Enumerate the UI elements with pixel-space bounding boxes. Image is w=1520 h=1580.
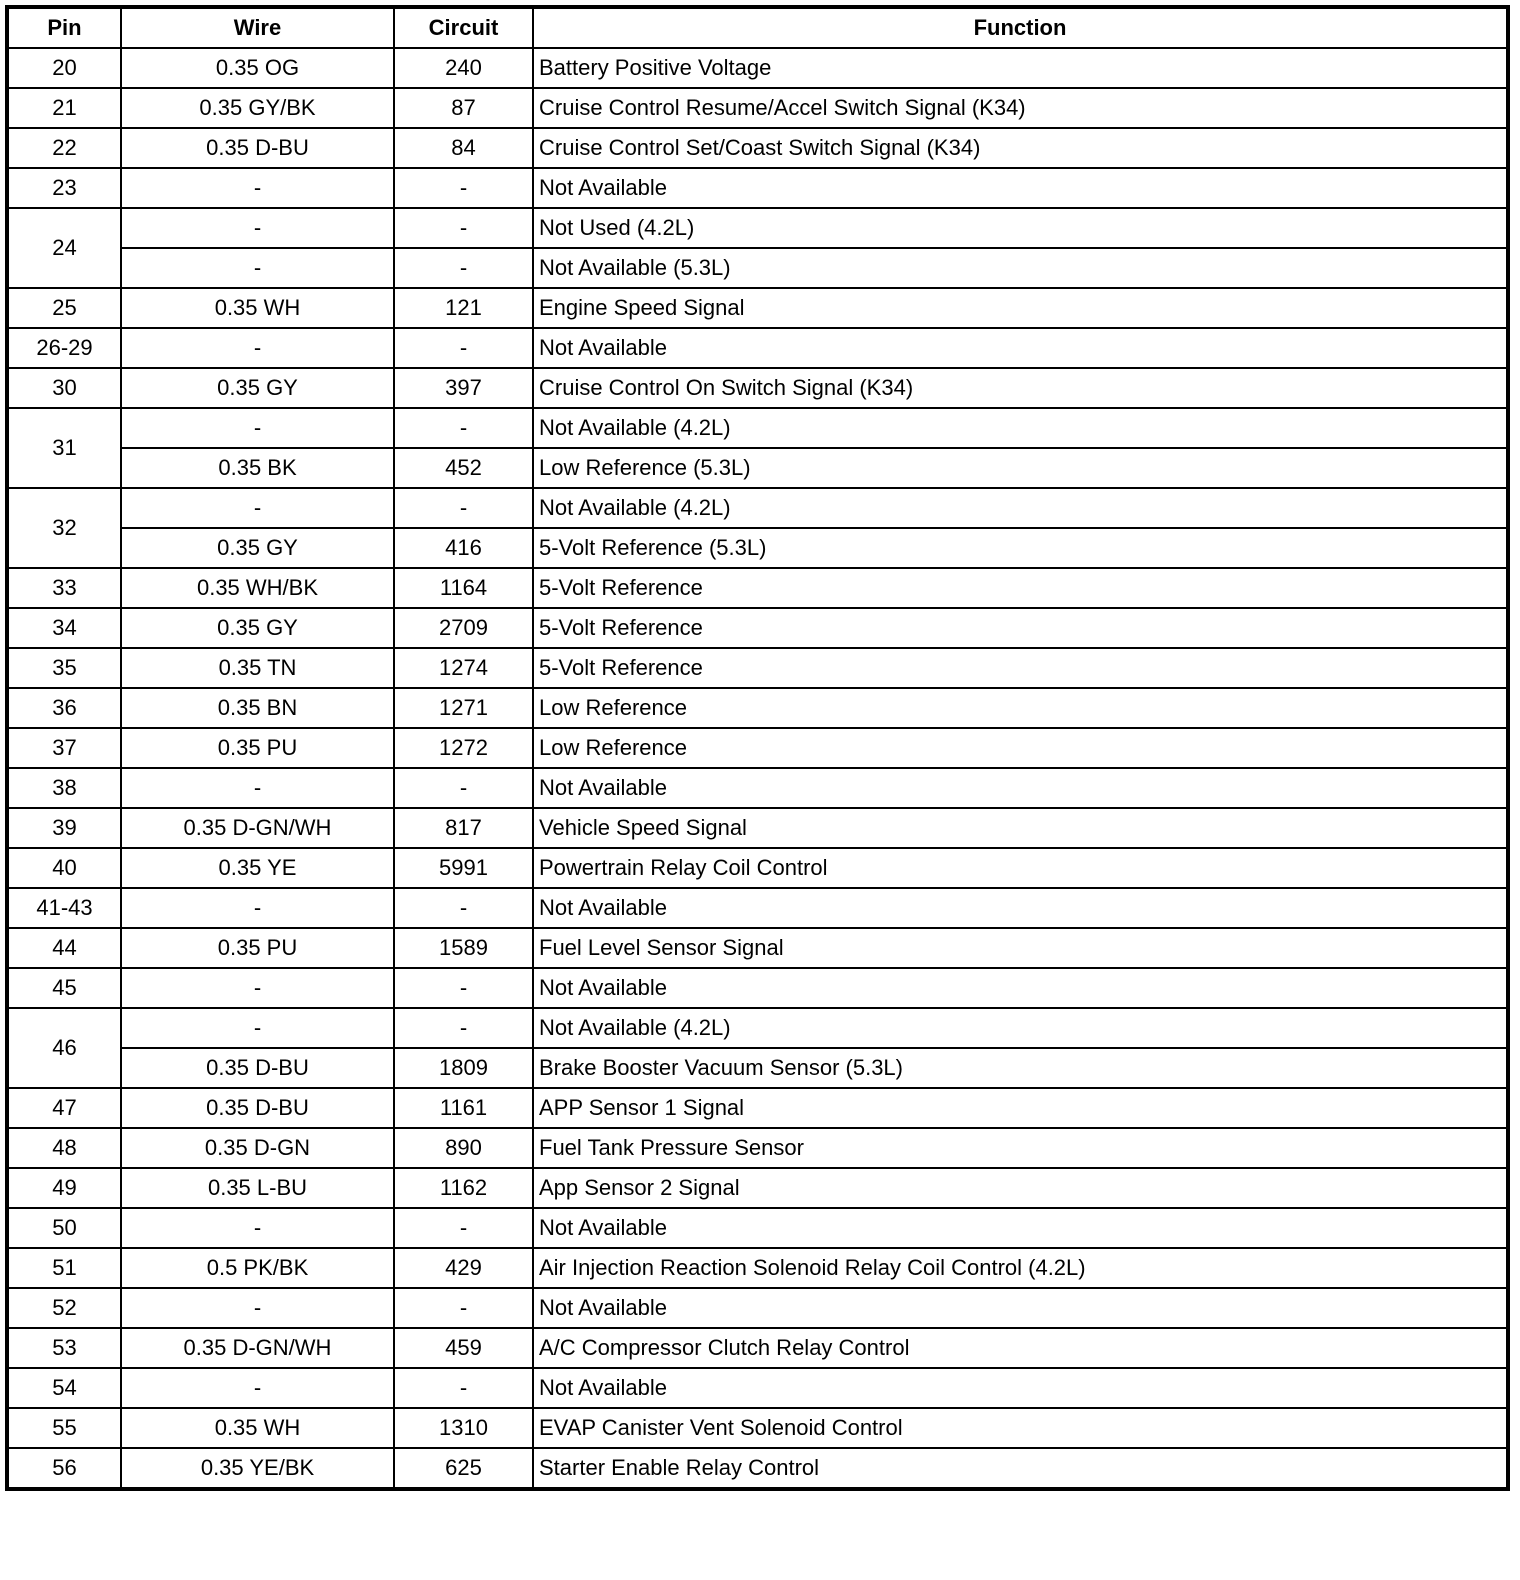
function-cell: Vehicle Speed Signal [533,808,1508,848]
table-row [7,1248,1508,1288]
function-cell: Fuel Level Sensor Signal [533,928,1508,968]
circuit-cell: 1274 [394,648,533,688]
table-row [7,1088,1508,1128]
circuit-cell: - [394,1288,533,1328]
function-cell: Low Reference (5.3L) [533,448,1508,488]
function-cell: Not Available (4.2L) [533,1008,1508,1048]
table-row [7,528,1508,568]
pin-cell: 53 [7,1328,121,1368]
function-cell: Not Available [533,768,1508,808]
table-row [7,888,1508,928]
circuit-cell: - [394,1368,533,1408]
function-cell: Cruise Control Set/Coast Switch Signal (K34) [533,128,1508,168]
pin-cell: 50 [7,1208,121,1248]
table-row [7,808,1508,848]
wire-cell: 0.35 L-BU [121,1168,394,1208]
wire-cell: 0.35 GY [121,368,394,408]
function-cell: 5-Volt Reference [533,648,1508,688]
wire-cell: 0.35 WH [121,1408,394,1448]
circuit-cell: 1162 [394,1168,533,1208]
table-row [7,368,1508,408]
wire-cell: 0.5 PK/BK [121,1248,394,1288]
function-cell: EVAP Canister Vent Solenoid Control [533,1408,1508,1448]
pin-cell: 55 [7,1408,121,1448]
table-row [7,1128,1508,1168]
function-cell: Not Available [533,1208,1508,1248]
table-row [7,208,1508,248]
table-row [7,928,1508,968]
wire-cell: 0.35 GY/BK [121,88,394,128]
circuit-cell: 240 [394,48,533,88]
pin-cell: 23 [7,168,121,208]
circuit-cell: 1589 [394,928,533,968]
wire-cell: 0.35 TN [121,648,394,688]
wire-cell: 0.35 WH [121,288,394,328]
table-row [7,1008,1508,1048]
table-row [7,968,1508,1008]
pin-cell: 34 [7,608,121,648]
pin-cell: 22 [7,128,121,168]
table-row [7,568,1508,608]
pin-cell: 35 [7,648,121,688]
function-cell: Engine Speed Signal [533,288,1508,328]
table-row [7,1408,1508,1448]
function-cell: 5-Volt Reference [533,608,1508,648]
circuit-cell: 87 [394,88,533,128]
circuit-cell: 416 [394,528,533,568]
circuit-cell: - [394,408,533,448]
wire-cell: 0.35 YE/BK [121,1448,394,1489]
table-row [7,1448,1508,1489]
table-row [7,1368,1508,1408]
wire-cell: 0.35 YE [121,848,394,888]
wire-cell: - [121,1368,394,1408]
header-pin: Pin [7,7,121,48]
wire-cell: - [121,248,394,288]
table-row [7,768,1508,808]
circuit-cell: 121 [394,288,533,328]
function-cell: Not Available (5.3L) [533,248,1508,288]
pin-cell: 30 [7,368,121,408]
wire-cell: 0.35 BN [121,688,394,728]
table-row [7,688,1508,728]
pin-cell: 44 [7,928,121,968]
wire-cell: - [121,1208,394,1248]
pin-cell: 40 [7,848,121,888]
pin-cell: 52 [7,1288,121,1328]
table-row [7,728,1508,768]
wire-cell: 0.35 D-BU [121,128,394,168]
circuit-cell: - [394,968,533,1008]
function-cell: Low Reference [533,688,1508,728]
table-row [7,448,1508,488]
function-cell: Not Available [533,888,1508,928]
pin-cell: 41-43 [7,888,121,928]
table-row [7,648,1508,688]
pin-cell: 38 [7,768,121,808]
function-cell: App Sensor 2 Signal [533,1168,1508,1208]
function-cell: Brake Booster Vacuum Sensor (5.3L) [533,1048,1508,1088]
table-row [7,608,1508,648]
circuit-cell: - [394,1008,533,1048]
function-cell: Cruise Control On Switch Signal (K34) [533,368,1508,408]
circuit-cell: 397 [394,368,533,408]
pin-cell: 54 [7,1368,121,1408]
table-row [7,1168,1508,1208]
function-cell: A/C Compressor Clutch Relay Control [533,1328,1508,1368]
function-cell: 5-Volt Reference (5.3L) [533,528,1508,568]
pin-cell: 33 [7,568,121,608]
pin-cell: 47 [7,1088,121,1128]
pin-cell: 56 [7,1448,121,1489]
table-row [7,1288,1508,1328]
header-function: Function [533,7,1508,48]
table-row [7,288,1508,328]
circuit-cell: 817 [394,808,533,848]
circuit-cell: 2709 [394,608,533,648]
circuit-cell: - [394,208,533,248]
table-body [7,48,1508,1489]
circuit-cell: - [394,488,533,528]
header-circuit: Circuit [394,7,533,48]
function-cell: Not Available [533,1368,1508,1408]
table-row [7,1328,1508,1368]
circuit-cell: 84 [394,128,533,168]
pin-cell: 45 [7,968,121,1008]
table-row [7,488,1508,528]
pin-cell: 26-29 [7,328,121,368]
table-row [7,408,1508,448]
pin-cell: 49 [7,1168,121,1208]
function-cell: Not Available (4.2L) [533,408,1508,448]
wire-cell: 0.35 GY [121,528,394,568]
pin-cell: 31 [7,408,121,488]
pin-cell: 25 [7,288,121,328]
table-row [7,168,1508,208]
wire-cell: 0.35 D-GN [121,1128,394,1168]
function-cell: APP Sensor 1 Signal [533,1088,1508,1128]
table-row [7,48,1508,88]
wire-cell: 0.35 GY [121,608,394,648]
circuit-cell: - [394,168,533,208]
circuit-cell: 1272 [394,728,533,768]
function-cell: Not Available (4.2L) [533,488,1508,528]
function-cell: Not Available [533,968,1508,1008]
wire-cell: 0.35 PU [121,928,394,968]
pin-cell: 20 [7,48,121,88]
table-row [7,88,1508,128]
function-cell: 5-Volt Reference [533,568,1508,608]
pin-cell: 51 [7,1248,121,1288]
circuit-cell: 890 [394,1128,533,1168]
circuit-cell: 1161 [394,1088,533,1128]
wire-cell: 0.35 D-BU [121,1088,394,1128]
function-cell: Battery Positive Voltage [533,48,1508,88]
circuit-cell: 452 [394,448,533,488]
circuit-cell: 429 [394,1248,533,1288]
function-cell: Cruise Control Resume/Accel Switch Signal (K34) [533,88,1508,128]
header-row [7,7,1508,48]
pin-cell: 48 [7,1128,121,1168]
table-row [7,1048,1508,1088]
wire-cell: - [121,408,394,448]
circuit-cell: 1271 [394,688,533,728]
function-cell: Air Injection Reaction Solenoid Relay Coil Control (4.2L) [533,1248,1508,1288]
wire-cell: - [121,488,394,528]
wire-cell: - [121,328,394,368]
function-cell: Low Reference [533,728,1508,768]
table-row [7,1208,1508,1248]
function-cell: Not Available [533,168,1508,208]
function-cell: Not Available [533,328,1508,368]
circuit-cell: - [394,768,533,808]
wire-cell: 0.35 D-BU [121,1048,394,1088]
pin-cell: 32 [7,488,121,568]
wire-cell: 0.35 D-GN/WH [121,1328,394,1368]
circuit-cell: 5991 [394,848,533,888]
function-cell: Starter Enable Relay Control [533,1448,1508,1489]
pin-cell: 24 [7,208,121,288]
wire-cell: - [121,768,394,808]
connector-pinout-table [5,5,1510,1491]
function-cell: Not Available [533,1288,1508,1328]
wire-cell: - [121,888,394,928]
circuit-cell: 1310 [394,1408,533,1448]
pin-cell: 36 [7,688,121,728]
function-cell: Not Used (4.2L) [533,208,1508,248]
table-row [7,128,1508,168]
table-row [7,248,1508,288]
header-wire: Wire [121,7,394,48]
circuit-cell: 459 [394,1328,533,1368]
circuit-cell: - [394,888,533,928]
table-row [7,328,1508,368]
pin-cell: 21 [7,88,121,128]
circuit-cell: - [394,1208,533,1248]
circuit-cell: 1809 [394,1048,533,1088]
pin-cell: 39 [7,808,121,848]
circuit-cell: - [394,248,533,288]
wire-cell: 0.35 D-GN/WH [121,808,394,848]
pin-cell: 37 [7,728,121,768]
wire-cell: - [121,1288,394,1328]
function-cell: Powertrain Relay Coil Control [533,848,1508,888]
function-cell: Fuel Tank Pressure Sensor [533,1128,1508,1168]
table-row [7,848,1508,888]
wire-cell: - [121,168,394,208]
wire-cell: 0.35 WH/BK [121,568,394,608]
circuit-cell: 625 [394,1448,533,1489]
pin-cell: 46 [7,1008,121,1088]
circuit-cell: - [394,328,533,368]
wire-cell: - [121,1008,394,1048]
wire-cell: 0.35 PU [121,728,394,768]
wire-cell: - [121,208,394,248]
wire-cell: - [121,968,394,1008]
wire-cell: 0.35 BK [121,448,394,488]
circuit-cell: 1164 [394,568,533,608]
wire-cell: 0.35 OG [121,48,394,88]
